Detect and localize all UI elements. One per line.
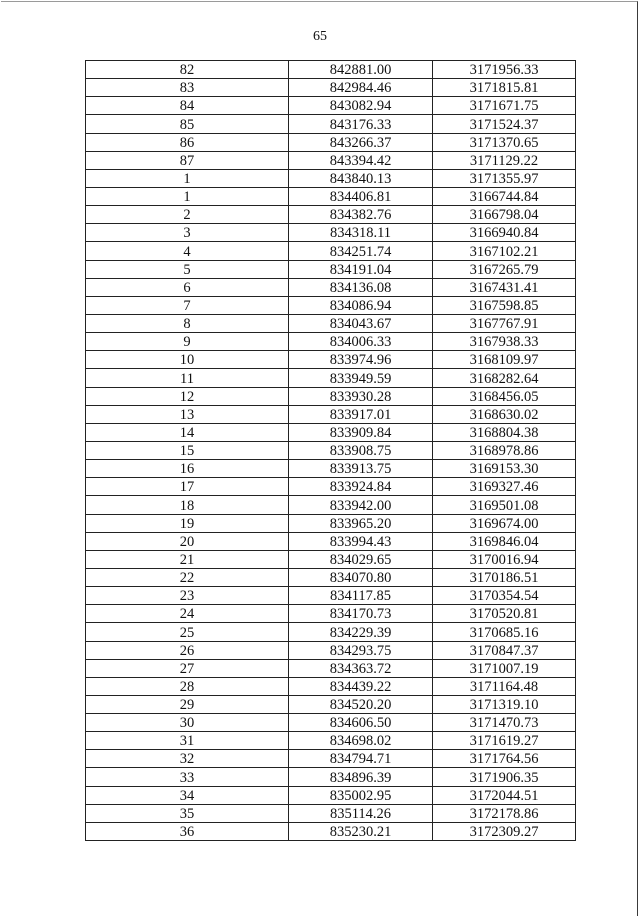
table-row bbox=[86, 260, 576, 278]
point-number-cell: 1 bbox=[86, 187, 289, 205]
point-number-cell: 24 bbox=[86, 605, 289, 623]
table-row bbox=[86, 423, 576, 441]
point-number-cell: 84 bbox=[86, 97, 289, 115]
x-coordinate-cell: 833949.59 bbox=[289, 369, 433, 387]
y-coordinate-cell: 3170186.51 bbox=[433, 568, 576, 586]
table-row bbox=[86, 314, 576, 332]
x-coordinate-cell: 833917.01 bbox=[289, 405, 433, 423]
table-row bbox=[86, 187, 576, 205]
table-row bbox=[86, 115, 576, 133]
x-coordinate-cell: 834406.81 bbox=[289, 187, 433, 205]
table-row bbox=[86, 514, 576, 532]
point-number-cell: 19 bbox=[86, 514, 289, 532]
table-row bbox=[86, 659, 576, 677]
table-row bbox=[86, 460, 576, 478]
point-number-cell: 21 bbox=[86, 550, 289, 568]
x-coordinate-cell: 834382.76 bbox=[289, 206, 433, 224]
table-row bbox=[86, 79, 576, 97]
table-row bbox=[86, 278, 576, 296]
point-number-cell: 8 bbox=[86, 314, 289, 332]
point-number-cell: 13 bbox=[86, 405, 289, 423]
point-number-cell: 5 bbox=[86, 260, 289, 278]
point-number-cell: 36 bbox=[86, 822, 289, 840]
x-coordinate-cell: 834117.85 bbox=[289, 587, 433, 605]
coordinate-table-body bbox=[86, 61, 576, 841]
y-coordinate-cell: 3169327.46 bbox=[433, 478, 576, 496]
point-number-cell: 35 bbox=[86, 804, 289, 822]
y-coordinate-cell: 3167431.41 bbox=[433, 278, 576, 296]
table-row bbox=[86, 351, 576, 369]
y-coordinate-cell: 3171370.65 bbox=[433, 133, 576, 151]
y-coordinate-cell: 3167265.79 bbox=[433, 260, 576, 278]
point-number-cell: 20 bbox=[86, 532, 289, 550]
point-number-cell: 6 bbox=[86, 278, 289, 296]
point-number-cell: 9 bbox=[86, 333, 289, 351]
y-coordinate-cell: 3170685.16 bbox=[433, 623, 576, 641]
y-coordinate-cell: 3170847.37 bbox=[433, 641, 576, 659]
table-row bbox=[86, 587, 576, 605]
x-coordinate-cell: 842881.00 bbox=[289, 61, 433, 79]
y-coordinate-cell: 3171524.37 bbox=[433, 115, 576, 133]
point-number-cell: 12 bbox=[86, 387, 289, 405]
point-number-cell: 14 bbox=[86, 423, 289, 441]
x-coordinate-cell: 834606.50 bbox=[289, 714, 433, 732]
point-number-cell: 1 bbox=[86, 169, 289, 187]
x-coordinate-cell: 834794.71 bbox=[289, 750, 433, 768]
point-number-cell: 18 bbox=[86, 496, 289, 514]
x-coordinate-cell: 833965.20 bbox=[289, 514, 433, 532]
x-coordinate-cell: 834439.22 bbox=[289, 677, 433, 695]
table-row bbox=[86, 478, 576, 496]
table-row bbox=[86, 750, 576, 768]
y-coordinate-cell: 3172044.51 bbox=[433, 786, 576, 804]
y-coordinate-cell: 3171906.35 bbox=[433, 768, 576, 786]
y-coordinate-cell: 3171764.56 bbox=[433, 750, 576, 768]
point-number-cell: 4 bbox=[86, 242, 289, 260]
table-row bbox=[86, 61, 576, 79]
point-number-cell: 85 bbox=[86, 115, 289, 133]
table-row bbox=[86, 333, 576, 351]
table-row bbox=[86, 224, 576, 242]
point-number-cell: 3 bbox=[86, 224, 289, 242]
table-row bbox=[86, 133, 576, 151]
y-coordinate-cell: 3171956.33 bbox=[433, 61, 576, 79]
x-coordinate-cell: 833913.75 bbox=[289, 460, 433, 478]
y-coordinate-cell: 3168456.05 bbox=[433, 387, 576, 405]
table-row bbox=[86, 97, 576, 115]
x-coordinate-cell: 843840.13 bbox=[289, 169, 433, 187]
y-coordinate-cell: 3166744.84 bbox=[433, 187, 576, 205]
y-coordinate-cell: 3168630.02 bbox=[433, 405, 576, 423]
x-coordinate-cell: 842984.46 bbox=[289, 79, 433, 97]
x-coordinate-cell: 834136.08 bbox=[289, 278, 433, 296]
y-coordinate-cell: 3168978.86 bbox=[433, 441, 576, 459]
y-coordinate-cell: 3171470.73 bbox=[433, 714, 576, 732]
y-coordinate-cell: 3171815.81 bbox=[433, 79, 576, 97]
x-coordinate-cell: 833994.43 bbox=[289, 532, 433, 550]
point-number-cell: 30 bbox=[86, 714, 289, 732]
table-row bbox=[86, 169, 576, 187]
x-coordinate-cell: 843266.37 bbox=[289, 133, 433, 151]
point-number-cell: 11 bbox=[86, 369, 289, 387]
y-coordinate-cell: 3168109.97 bbox=[433, 351, 576, 369]
table-row bbox=[86, 387, 576, 405]
y-coordinate-cell: 3170354.54 bbox=[433, 587, 576, 605]
point-number-cell: 17 bbox=[86, 478, 289, 496]
y-coordinate-cell: 3171619.27 bbox=[433, 732, 576, 750]
x-coordinate-cell: 843082.94 bbox=[289, 97, 433, 115]
x-coordinate-cell: 834896.39 bbox=[289, 768, 433, 786]
y-coordinate-cell: 3166798.04 bbox=[433, 206, 576, 224]
y-coordinate-cell: 3167938.33 bbox=[433, 333, 576, 351]
table-row bbox=[86, 296, 576, 314]
table-row bbox=[86, 677, 576, 695]
point-number-cell: 31 bbox=[86, 732, 289, 750]
table-row bbox=[86, 242, 576, 260]
point-number-cell: 16 bbox=[86, 460, 289, 478]
table-row bbox=[86, 695, 576, 713]
y-coordinate-cell: 3167767.91 bbox=[433, 314, 576, 332]
point-number-cell: 26 bbox=[86, 641, 289, 659]
x-coordinate-cell: 834318.11 bbox=[289, 224, 433, 242]
point-number-cell: 29 bbox=[86, 695, 289, 713]
x-coordinate-cell: 834170.73 bbox=[289, 605, 433, 623]
point-number-cell: 15 bbox=[86, 441, 289, 459]
point-number-cell: 83 bbox=[86, 79, 289, 97]
table-row bbox=[86, 496, 576, 514]
x-coordinate-cell: 834043.67 bbox=[289, 314, 433, 332]
y-coordinate-cell: 3167102.21 bbox=[433, 242, 576, 260]
table-row bbox=[86, 822, 576, 840]
y-coordinate-cell: 3169846.04 bbox=[433, 532, 576, 550]
x-coordinate-cell: 843394.42 bbox=[289, 151, 433, 169]
y-coordinate-cell: 3166940.84 bbox=[433, 224, 576, 242]
x-coordinate-cell: 835002.95 bbox=[289, 786, 433, 804]
table-row bbox=[86, 768, 576, 786]
point-number-cell: 28 bbox=[86, 677, 289, 695]
x-coordinate-cell: 833942.00 bbox=[289, 496, 433, 514]
y-coordinate-cell: 3169501.08 bbox=[433, 496, 576, 514]
x-coordinate-cell: 833930.28 bbox=[289, 387, 433, 405]
point-number-cell: 34 bbox=[86, 786, 289, 804]
table-row bbox=[86, 568, 576, 586]
table-row bbox=[86, 206, 576, 224]
point-number-cell: 23 bbox=[86, 587, 289, 605]
table-row bbox=[86, 151, 576, 169]
x-coordinate-cell: 834029.65 bbox=[289, 550, 433, 568]
page-number: 65 bbox=[313, 29, 327, 44]
x-coordinate-cell: 834293.75 bbox=[289, 641, 433, 659]
point-number-cell: 86 bbox=[86, 133, 289, 151]
x-coordinate-cell: 834363.72 bbox=[289, 659, 433, 677]
table-row bbox=[86, 605, 576, 623]
table-row bbox=[86, 804, 576, 822]
point-number-cell: 33 bbox=[86, 768, 289, 786]
table-row bbox=[86, 623, 576, 641]
y-coordinate-cell: 3172309.27 bbox=[433, 822, 576, 840]
table-row bbox=[86, 369, 576, 387]
point-number-cell: 2 bbox=[86, 206, 289, 224]
x-coordinate-cell: 833908.75 bbox=[289, 441, 433, 459]
table-row bbox=[86, 441, 576, 459]
table-row bbox=[86, 714, 576, 732]
point-number-cell: 10 bbox=[86, 351, 289, 369]
y-coordinate-cell: 3169674.00 bbox=[433, 514, 576, 532]
x-coordinate-cell: 834520.20 bbox=[289, 695, 433, 713]
x-coordinate-cell: 833924.84 bbox=[289, 478, 433, 496]
point-number-cell: 82 bbox=[86, 61, 289, 79]
point-number-cell: 32 bbox=[86, 750, 289, 768]
y-coordinate-cell: 3171164.48 bbox=[433, 677, 576, 695]
x-coordinate-cell: 833909.84 bbox=[289, 423, 433, 441]
x-coordinate-cell: 843176.33 bbox=[289, 115, 433, 133]
point-number-cell: 87 bbox=[86, 151, 289, 169]
y-coordinate-cell: 3171319.10 bbox=[433, 695, 576, 713]
table-row bbox=[86, 641, 576, 659]
y-coordinate-cell: 3168282.64 bbox=[433, 369, 576, 387]
y-coordinate-cell: 3171129.22 bbox=[433, 151, 576, 169]
table-row bbox=[86, 732, 576, 750]
table-row bbox=[86, 550, 576, 568]
y-coordinate-cell: 3171355.97 bbox=[433, 169, 576, 187]
point-number-cell: 25 bbox=[86, 623, 289, 641]
y-coordinate-cell: 3171007.19 bbox=[433, 659, 576, 677]
table-row bbox=[86, 786, 576, 804]
x-coordinate-cell: 834698.02 bbox=[289, 732, 433, 750]
x-coordinate-cell: 834229.39 bbox=[289, 623, 433, 641]
x-coordinate-cell: 834251.74 bbox=[289, 242, 433, 260]
y-coordinate-cell: 3170520.81 bbox=[433, 605, 576, 623]
x-coordinate-cell: 834086.94 bbox=[289, 296, 433, 314]
x-coordinate-cell: 834006.33 bbox=[289, 333, 433, 351]
point-number-cell: 22 bbox=[86, 568, 289, 586]
x-coordinate-cell: 835230.21 bbox=[289, 822, 433, 840]
y-coordinate-cell: 3172178.86 bbox=[433, 804, 576, 822]
y-coordinate-cell: 3168804.38 bbox=[433, 423, 576, 441]
coordinate-table bbox=[85, 60, 576, 841]
y-coordinate-cell: 3167598.85 bbox=[433, 296, 576, 314]
point-number-cell: 7 bbox=[86, 296, 289, 314]
x-coordinate-cell: 835114.26 bbox=[289, 804, 433, 822]
table-row bbox=[86, 405, 576, 423]
x-coordinate-cell: 833974.96 bbox=[289, 351, 433, 369]
point-number-cell: 27 bbox=[86, 659, 289, 677]
table-row bbox=[86, 532, 576, 550]
y-coordinate-cell: 3169153.30 bbox=[433, 460, 576, 478]
y-coordinate-cell: 3171671.75 bbox=[433, 97, 576, 115]
x-coordinate-cell: 834191.04 bbox=[289, 260, 433, 278]
y-coordinate-cell: 3170016.94 bbox=[433, 550, 576, 568]
x-coordinate-cell: 834070.80 bbox=[289, 568, 433, 586]
